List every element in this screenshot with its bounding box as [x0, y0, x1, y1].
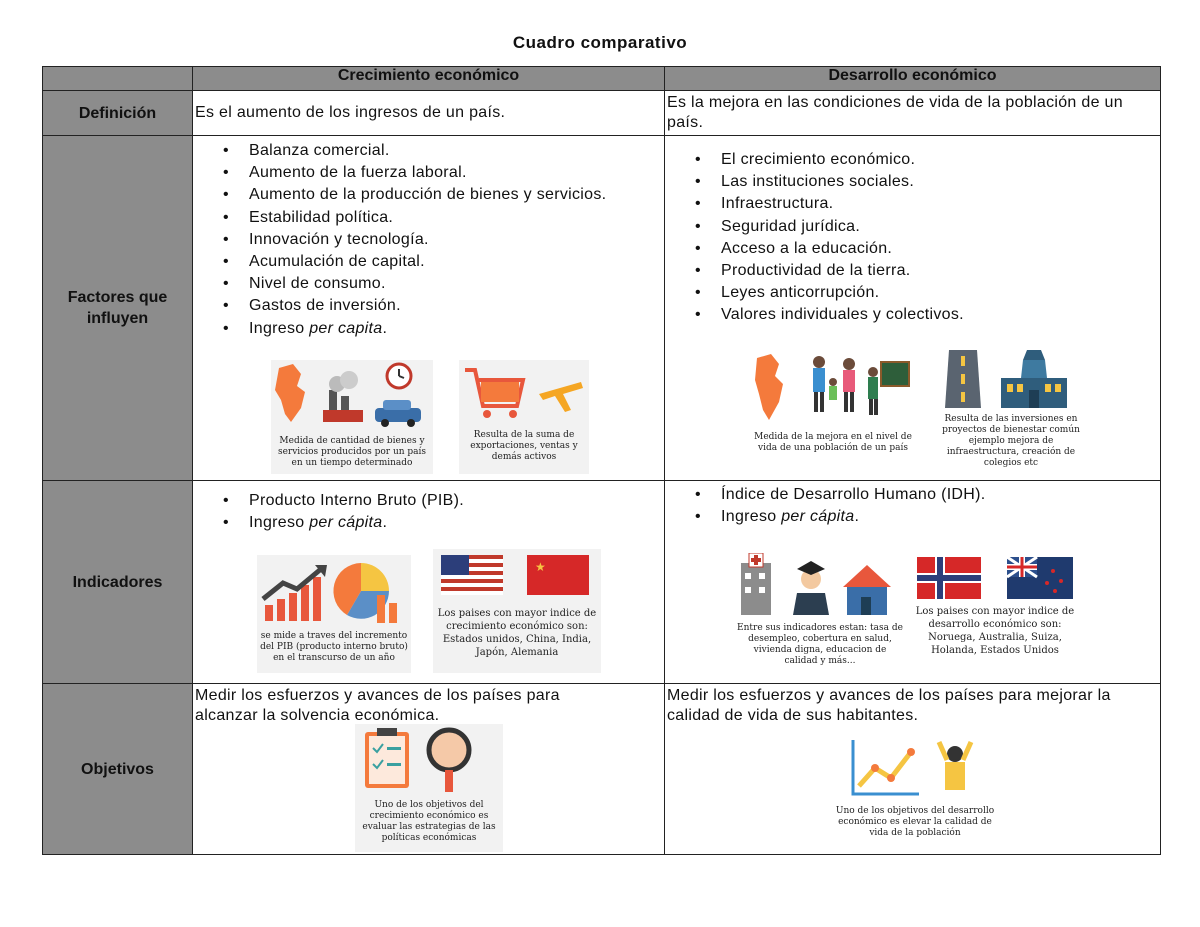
list-item: • Índice de Desarrollo Humano (IDH). — [665, 484, 1160, 506]
list-item: • Seguridad jurídica. — [665, 216, 1160, 238]
chart-person-icon — [835, 738, 995, 798]
list-item: • Aumento de la producción de bienes y servicios. — [193, 184, 664, 206]
document-title: Cuadro comparativo — [512, 33, 688, 52]
indicadores-desarrollo-list — [665, 481, 1160, 528]
list-item: • Estabilidad política. — [193, 207, 664, 229]
list-item: • Gastos de inversión. — [193, 295, 664, 317]
caption-indicadores-2b: Los paises con mayor indice de desarrollo económico son: Noruega, Australia, Suiza, Holanda, Estados Unidos — [915, 606, 1075, 656]
list-item: • Acumulación de capital. — [193, 251, 664, 273]
list-item: • Aumento de la fuerza laboral. — [193, 162, 664, 184]
caption-factores-2a: Medida de la mejora en el nivel de vida de una población de un país — [754, 432, 912, 453]
row-label-definicion: Definición — [43, 91, 193, 136]
header-desarrollo: Desarrollo económico — [665, 67, 1161, 91]
comparison-table — [42, 66, 1161, 855]
caption-indicadores-1b: Los paises con mayor indice de crecimiento económico son: Estados unidos, China, India, Japón, Alemania — [437, 608, 597, 658]
list-item: • Innovación y tecnología. — [193, 229, 664, 251]
objective-growth-infographic — [355, 724, 503, 852]
top-growth-countries-infographic — [433, 549, 601, 673]
objetivos-crecimiento-text: Medir los esfuerzos y avances de los países para alcanzar la solvencia económica. — [195, 687, 560, 724]
cell-definicion-crecimiento: Es el aumento de los ingresos de un país. — [193, 91, 665, 136]
caption-factores-1b: Resulta de la suma de exportaciones, ventas y demás activos — [470, 430, 578, 462]
cell-factores-desarrollo — [665, 136, 1161, 481]
caption-indicadores-1a: se mide a traves del incremento del PIB (producto interno bruto) en el transcurso de un año — [260, 631, 408, 663]
list-item: • Producto Interno Bruto (PIB). — [193, 490, 664, 512]
svg-text:★: ★ — [535, 560, 546, 574]
colombia-map-icon — [271, 360, 433, 430]
row-label-objetivos: Objetivos — [43, 684, 193, 855]
row-label-indicadores: Indicadores — [43, 481, 193, 684]
idh-infographic — [737, 553, 903, 679]
list-item: • Valores individuales y colectivos. — [665, 304, 1160, 326]
cell-indicadores-desarrollo — [665, 481, 1161, 684]
factores-crecimiento-list — [193, 136, 664, 340]
quality-of-life-infographic — [753, 350, 913, 468]
caption-indicadores-2a: Entre sus indicadores estan: tasa de desempleo, cobertura en salud, vivienda digna, educacion de calidad y más... — [737, 623, 903, 666]
list-item: • Infraestructura. — [665, 193, 1160, 215]
row-label-factores: Factores que influyen — [43, 136, 193, 481]
road-building-icon — [935, 350, 1087, 410]
cell-indicadores-crecimiento — [193, 481, 665, 684]
family-teacher-icon — [753, 350, 913, 426]
list-item: • Acceso a la educación. — [665, 238, 1160, 260]
row-indicadores — [43, 481, 1161, 684]
growth-chart-icon — [257, 555, 411, 627]
header-row — [43, 67, 1161, 91]
list-item: • El crecimiento económico. — [665, 149, 1160, 171]
row-factores — [43, 136, 1161, 481]
list-item: • Balanza comercial. — [193, 140, 664, 162]
caption-factores-1a: Medida de cantidad de bienes y servicios producidos por un país en un tiempo determinado — [277, 436, 427, 468]
cell-objetivos-crecimiento — [193, 684, 665, 855]
header-corner — [43, 67, 193, 91]
caption-objetivos-2: Uno de los objetivos del desarrollo económico es elevar la calidad de vida de la población — [835, 806, 995, 838]
hospital-graduate-house-icon — [737, 553, 903, 617]
cell-factores-crecimiento — [193, 136, 665, 481]
list-item: • Productividad de la tierra. — [665, 260, 1160, 282]
list-item: • Nivel de consumo. — [193, 273, 664, 295]
objetivos-desarrollo-text: Medir los esfuerzos y avances de los países para mejorar la calidad de vida de sus habitantes. — [667, 687, 1111, 724]
list-item: • Ingreso per capita. — [193, 318, 664, 340]
objective-development-infographic — [835, 738, 995, 848]
top-development-countries-infographic — [909, 553, 1081, 679]
shopping-cart-icon — [459, 360, 589, 424]
row-definicion — [43, 91, 1161, 136]
us-china-flags-icon — [433, 549, 601, 601]
caption-objetivos-1: Uno de los objetivos del crecimiento económico es evaluar las estrategias de las políticas económicas — [362, 800, 496, 843]
caption-factores-2b: Resulta de las inversiones en proyectos de bienestar común ejemplo mejora de infraestructura, creación de colegios etc — [942, 414, 1080, 468]
list-item: • Las instituciones sociales. — [665, 171, 1160, 193]
gdp-infographic — [271, 360, 433, 474]
trade-balance-infographic — [459, 360, 589, 474]
norway-nz-flags-icon — [909, 553, 1081, 603]
cell-definicion-desarrollo: Es la mejora en las condiciones de vida de la población de un país. — [665, 91, 1161, 136]
list-item: • Ingreso per cápita. — [193, 512, 664, 534]
factores-desarrollo-list — [665, 136, 1160, 327]
list-item: • Leyes anticorrupción. — [665, 282, 1160, 304]
pib-infographic — [257, 555, 411, 673]
list-item: • Ingreso per cápita. — [665, 506, 1160, 528]
cell-objetivos-desarrollo — [665, 684, 1161, 855]
row-objetivos — [43, 684, 1161, 855]
indicadores-crecimiento-list — [193, 481, 664, 534]
header-crecimiento: Crecimiento económico — [193, 67, 665, 91]
infrastructure-infographic — [935, 350, 1087, 468]
checklist-magnifier-icon — [355, 724, 503, 796]
